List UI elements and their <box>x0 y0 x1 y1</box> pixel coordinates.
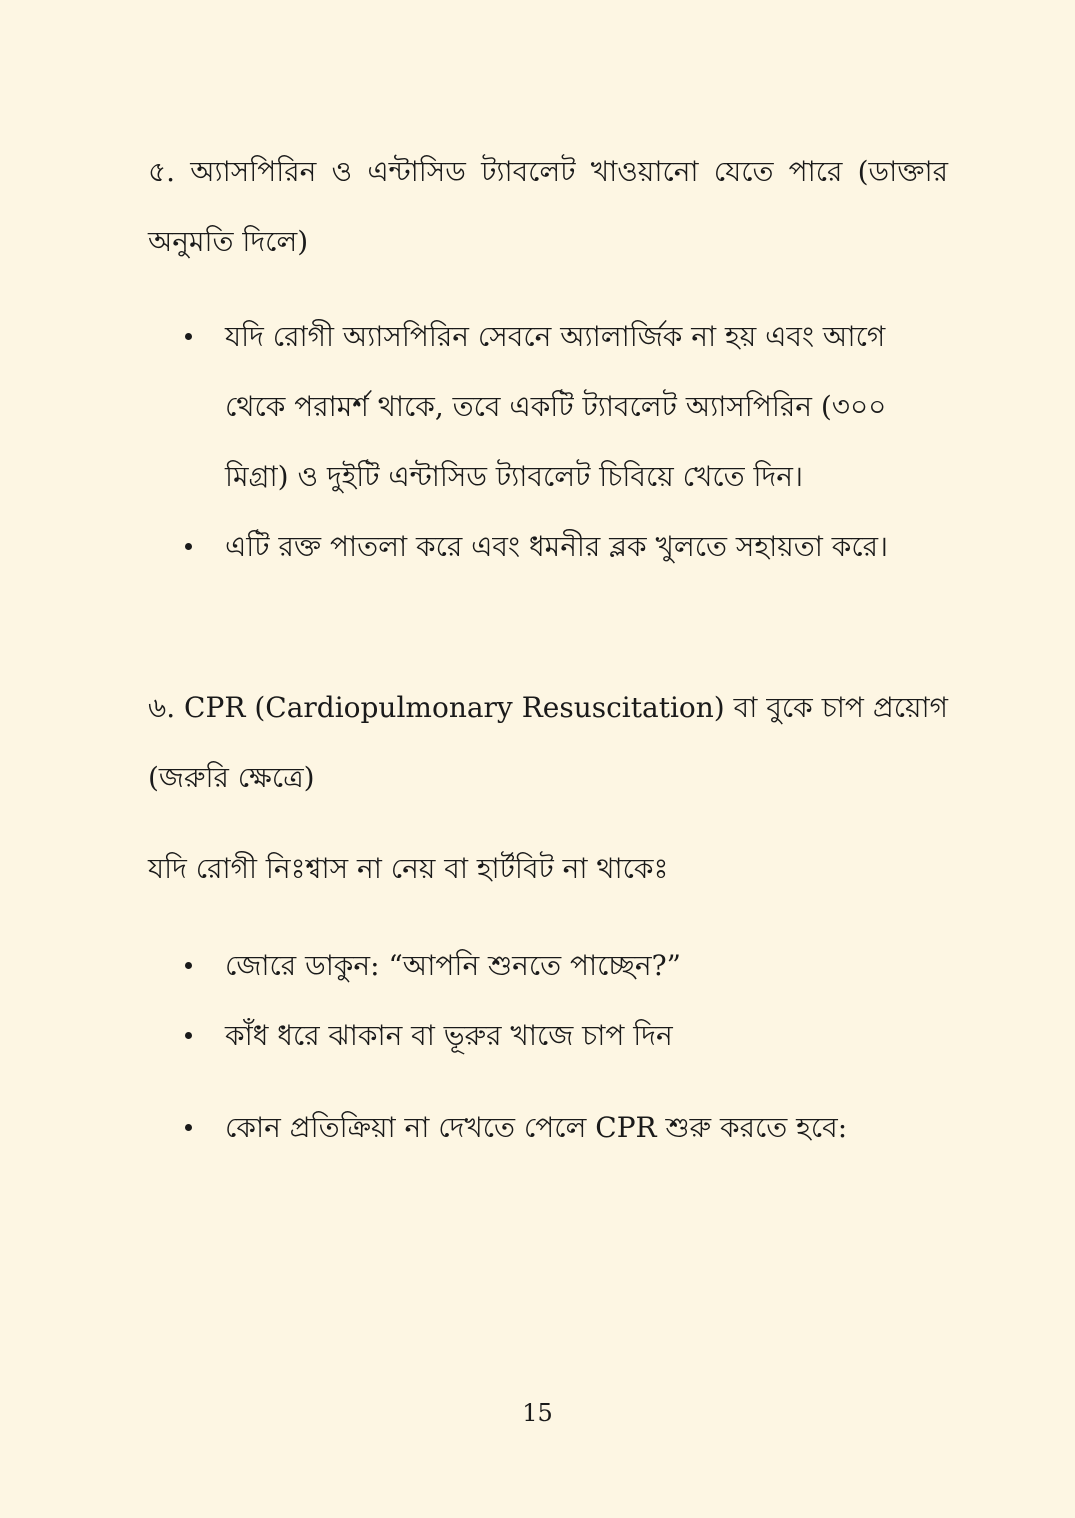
list-item-text: যদি রোগী অ্যাসপিরিন সেবনে অ্যালার্জিক না হয় এবং আগে থেকে পরামর্শ থাকে, তবে একটি ট্যাবলেট অ্যাসপিরিন (৩০০ মিগ্রা) ও দুইটি এন্টাসিড ট্যাবলেট চিবিয়ে খেতে দিন। <box>225 320 887 493</box>
list-item <box>185 1001 905 1071</box>
list-item <box>185 1093 905 1163</box>
section-5-heading: ৫. অ্যাসপিরিন ও এন্টাসিড ট্যাবলেট খাওয়ানো যেতে পারে (ডাক্তার অনুমতি দিলে) <box>148 155 948 258</box>
section-6-bullet-list <box>185 931 905 1163</box>
section-5-bullet-list <box>185 302 905 582</box>
list-item-text: কোন প্রতিক্রিয়া না দেখতে পেলে CPR শুরু করতে হবে: <box>225 1111 848 1144</box>
bullet-dot-icon <box>185 543 192 550</box>
list-item-text: এটি রক্ত পাতলা করে এবং ধমনীর ব্লক খুলতে সহায়তা করে। <box>225 530 889 563</box>
bullet-dot-icon <box>185 1032 192 1039</box>
section-6-heading: ৬. CPR (Cardiopulmonary Resuscitation) বা বুকে চাপ প্রয়োগ (জরুরি ক্ষেত্রে) <box>148 691 948 794</box>
list-item-text: জোরে ডাকুন: “আপনি শুনতে পাচ্ছেন?” <box>225 949 681 982</box>
bullet-dot-icon <box>185 962 192 969</box>
page-number: 15 <box>522 1399 553 1427</box>
bullet-dot-icon <box>185 333 192 340</box>
section-6-intro: যদি রোগী নিঃশ্বাস না নেয় বা হার্টবিট না থাকেঃ <box>148 852 669 885</box>
bullet-dot-icon <box>185 1124 192 1131</box>
list-item <box>185 931 905 1001</box>
list-item <box>185 302 905 512</box>
list-item <box>185 512 905 582</box>
list-item-text: কাঁধ ধরে ঝাকান বা ভূরুর খাজে চাপ দিন <box>225 1019 673 1052</box>
